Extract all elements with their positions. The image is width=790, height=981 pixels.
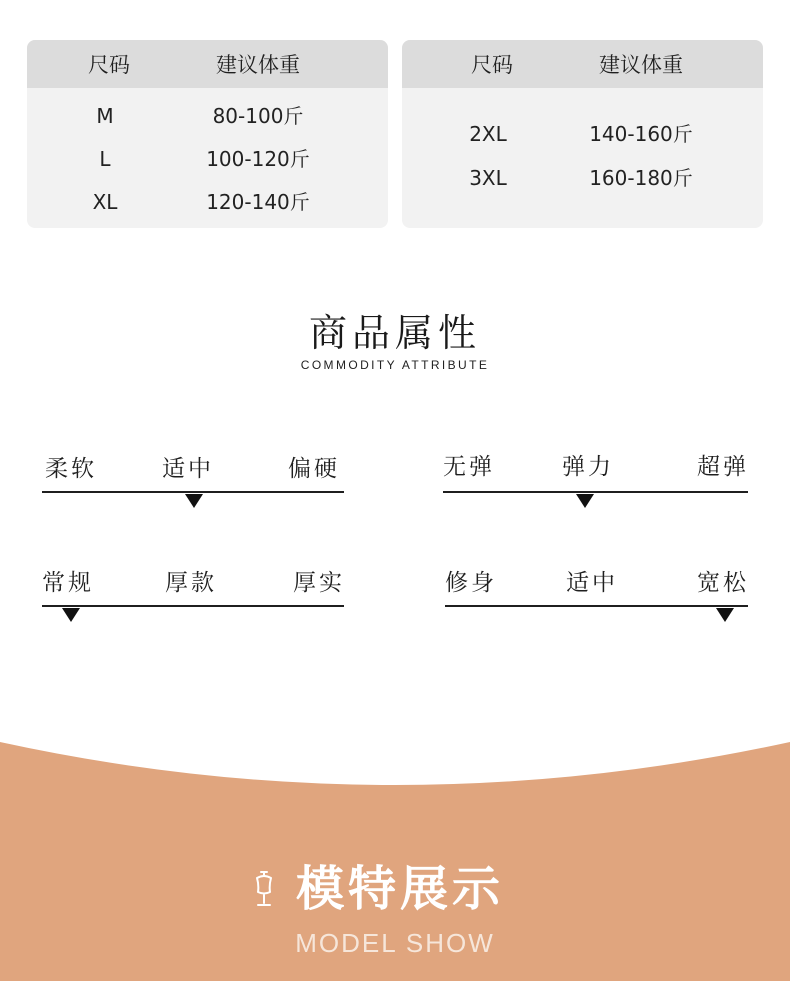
scale-marker (716, 608, 734, 622)
scale-label: 超弹 (697, 454, 749, 480)
scale-line (445, 605, 748, 607)
scale-label: 偏硬 (288, 456, 340, 482)
size-column-header: 尺码 (471, 53, 513, 77)
scale-label: 柔软 (45, 456, 97, 482)
scale-label: 适中 (162, 456, 214, 482)
scale-label: 弹力 (562, 454, 614, 480)
scale-line (42, 605, 344, 607)
size-cell: 2XL (469, 122, 507, 146)
scale-marker (62, 608, 80, 622)
size-table-header (27, 40, 388, 88)
scale-line (443, 491, 748, 493)
scale-marker (185, 494, 203, 508)
size-cell: M (96, 104, 114, 128)
scale-line (42, 491, 344, 493)
weight-cell: 120-140斤 (206, 190, 310, 214)
size-table-header (402, 40, 763, 88)
size-cell: XL (92, 190, 118, 214)
weight-cell: 80-100斤 (212, 104, 304, 128)
size-table-right (402, 40, 763, 228)
size-table-left (27, 40, 388, 228)
section-subtitle: COMMODITY ATTRIBUTE (300, 358, 490, 372)
scale-marker (576, 494, 594, 508)
size-cell: L (99, 147, 111, 171)
weight-cell: 140-160斤 (589, 122, 693, 146)
weight-cell: 160-180斤 (589, 166, 693, 190)
size-cell: 3XL (469, 166, 507, 190)
weight-cell: 100-120斤 (206, 147, 310, 171)
size-column-header: 尺码 (88, 53, 130, 77)
mannequin-icon (250, 870, 278, 910)
scale-label: 适中 (566, 570, 618, 596)
section-title: 商品属性 (308, 311, 481, 355)
weight-column-header: 建议体重 (216, 53, 300, 77)
model-show-title: 模特展示 (296, 861, 505, 917)
weight-column-header: 建议体重 (599, 53, 683, 77)
scale-label: 宽松 (697, 570, 749, 596)
scale-label: 厚款 (165, 570, 217, 596)
scale-label: 无弹 (443, 454, 495, 480)
scale-label: 修身 (445, 570, 497, 596)
scale-label: 厚实 (293, 570, 345, 596)
scale-label: 常规 (42, 570, 94, 596)
model-show-subtitle: MODEL SHOW (295, 928, 495, 958)
